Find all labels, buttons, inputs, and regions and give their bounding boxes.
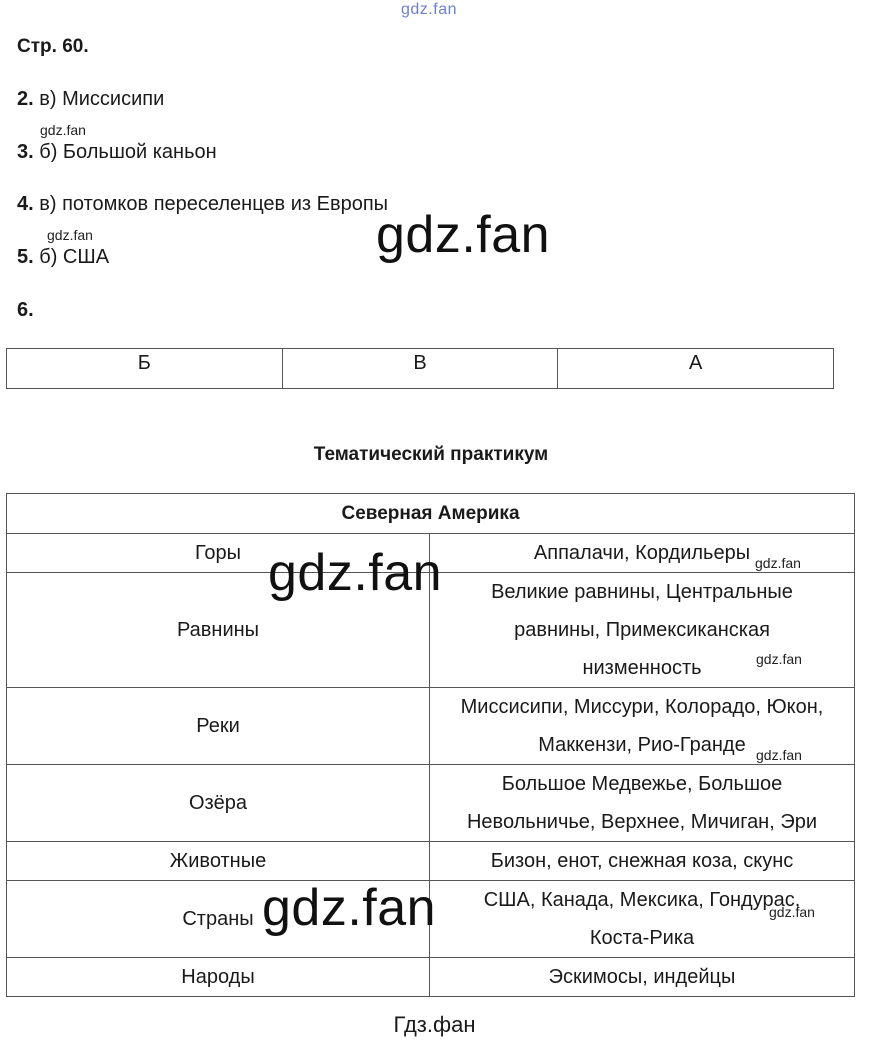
row-value xyxy=(430,573,855,688)
top-watermark: gdz.fan xyxy=(401,1,457,18)
small-watermark: gdz.fan xyxy=(40,122,86,138)
row-label: Реки xyxy=(7,688,430,765)
value-line: Бизон, енот, снежная коза, скунс xyxy=(490,850,794,872)
answer-5 xyxy=(17,246,109,269)
value-line: низменность xyxy=(582,657,702,679)
row-label: Народы xyxy=(7,958,430,997)
answer-text: б) США xyxy=(39,246,110,268)
value-line: Маккензи, Рио-Гранде xyxy=(538,734,746,756)
row-label: Животные xyxy=(7,842,430,881)
value-line: Большое Медвежье, Большое xyxy=(501,773,783,795)
answer-number: 6. xyxy=(17,299,34,321)
value-line: Невольничье, Верхнее, Мичиган, Эри xyxy=(466,811,818,833)
answer-number: 2. xyxy=(17,88,34,110)
large-watermark: gdz.fan xyxy=(268,544,443,602)
practicum-title: Тематический практикум xyxy=(313,444,549,465)
small-watermark: gdz.fan xyxy=(769,904,815,920)
table-cell: А xyxy=(558,349,834,389)
row-label: Озёра xyxy=(7,765,430,842)
small-watermark: gdz.fan xyxy=(755,555,801,571)
page-reference: Стр. 60. xyxy=(17,36,89,57)
answer-number: 4. xyxy=(17,193,34,215)
answer-4 xyxy=(17,193,388,216)
table-row xyxy=(7,765,855,842)
value-line: равнины, Примексиканская xyxy=(514,619,770,641)
row-label: Горы xyxy=(7,534,430,573)
answer-number: 5. xyxy=(17,246,34,268)
footer-label: Гдз.фан xyxy=(393,1012,476,1037)
value-line: Миссисипи, Миссури, Колорадо, Юкон, xyxy=(460,696,824,718)
table-header: Северная Америка xyxy=(7,494,855,534)
table-row xyxy=(7,688,855,765)
table-cell: Б xyxy=(7,349,283,389)
row-value xyxy=(430,842,855,881)
answer-6 xyxy=(17,299,34,322)
value-line: Эскимосы, индейцы xyxy=(548,966,736,988)
value-line: Аппалачи, Кордильеры xyxy=(533,542,751,564)
large-watermark: gdz.fan xyxy=(262,879,437,937)
value-line: Великие равнины, Центральные xyxy=(491,581,793,603)
value-line: Коста-Рика xyxy=(589,927,695,949)
answer-text: в) потомков переселенцев из Европы xyxy=(39,193,389,215)
small-watermark: gdz.fan xyxy=(756,651,802,667)
row-label: Равнины xyxy=(7,573,430,688)
table-row xyxy=(7,958,855,997)
table-row xyxy=(7,349,834,389)
answer-number: 3. xyxy=(17,141,34,163)
row-value xyxy=(430,765,855,842)
table-row xyxy=(7,842,855,881)
answer-3 xyxy=(17,141,217,164)
small-watermark: gdz.fan xyxy=(756,747,802,763)
answer-text: б) Большой каньон xyxy=(39,141,217,163)
answer-2 xyxy=(17,88,164,111)
answer-text: в) Миссисипи xyxy=(39,88,165,110)
value-line: США, Канада, Мексика, Гондурас, xyxy=(483,889,801,911)
row-value xyxy=(430,958,855,997)
large-watermark: gdz.fan xyxy=(376,206,551,264)
table-cell: В xyxy=(282,349,558,389)
small-watermark: gdz.fan xyxy=(47,227,93,243)
table-header-row xyxy=(7,494,855,534)
answer-6-table xyxy=(6,348,834,389)
row-label: Страны xyxy=(7,881,430,958)
